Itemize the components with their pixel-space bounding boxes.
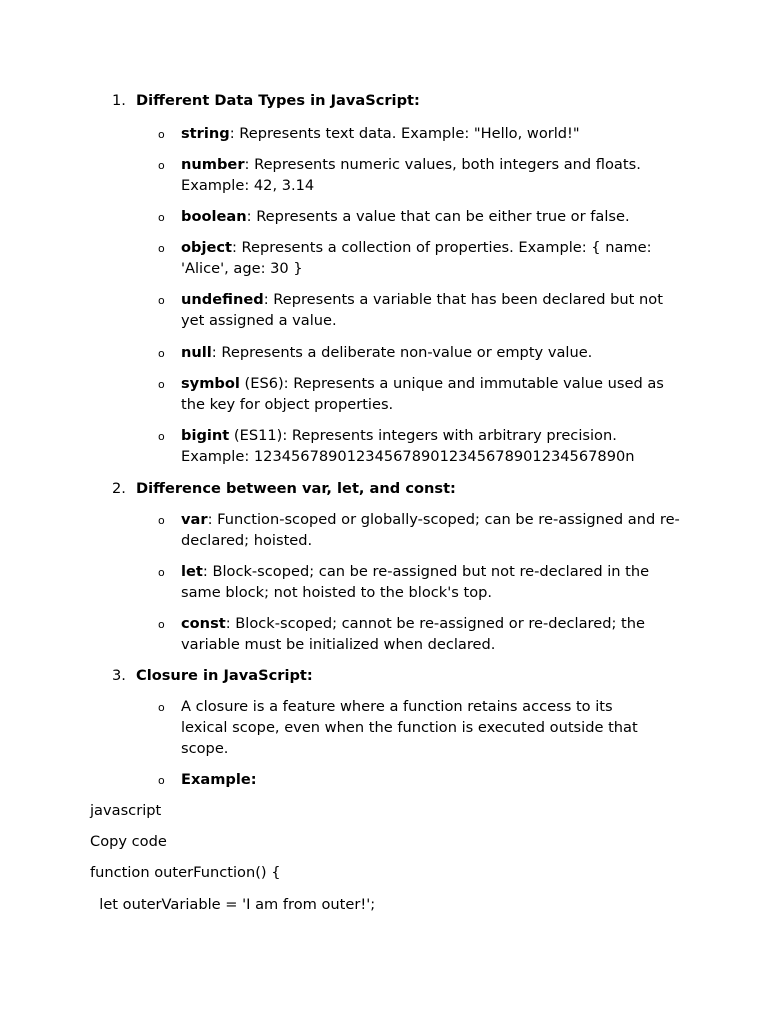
description: : Represents a deliberate non-value or empty value. xyxy=(211,344,593,361)
code-language-label: javascript xyxy=(90,802,162,819)
description: (ES6): Represents a unique and immutable value used as the key for object properties. xyxy=(181,375,664,413)
description: : Function-scoped or globally-scoped; can be re-assigned and re-declared; hoisted. xyxy=(181,511,680,549)
term: number xyxy=(181,156,245,173)
bullet-icon: o xyxy=(158,128,165,141)
term: boolean xyxy=(181,208,247,225)
bullet-icon: o xyxy=(158,242,165,255)
bullet-icon: o xyxy=(158,774,165,787)
list-item-text xyxy=(181,561,681,603)
list-item-text xyxy=(181,123,681,144)
term: let xyxy=(181,563,203,580)
term: null xyxy=(181,344,212,361)
list-item-text xyxy=(181,696,661,759)
bullet-icon: o xyxy=(158,566,165,579)
description: : Represents numeric values, both integers and floats. Example: 42, 3.14 xyxy=(181,156,641,194)
term: bigint xyxy=(181,427,230,444)
section-number: 3. xyxy=(112,667,126,684)
bullet-icon: o xyxy=(158,347,165,360)
term: string xyxy=(181,125,230,142)
description: : Represents a variable that has been declared but not yet assigned a value. xyxy=(181,291,663,329)
list-item-text xyxy=(181,237,681,279)
description: : Represents text data. Example: "Hello, world!" xyxy=(229,125,580,142)
bullet-icon: o xyxy=(158,211,165,224)
section-title: Difference between var, let, and const: xyxy=(136,480,456,497)
copy-code-button[interactable]: Copy code xyxy=(90,833,167,850)
section-number: 1. xyxy=(112,92,126,109)
code-line: function outerFunction() { xyxy=(90,864,281,881)
description: : Block-scoped; cannot be re-assigned or re-declared; the variable must be initialized when declared. xyxy=(181,615,645,653)
code-line: let outerVariable = 'I am from outer!'; xyxy=(90,896,376,913)
list-item-text xyxy=(181,769,681,790)
bullet-icon: o xyxy=(158,294,165,307)
description: (ES11): Represents integers with arbitrary precision. Example: 1234567890123456789012345678901234567890n xyxy=(181,427,635,465)
description: A closure is a feature where a function retains access to its lexical scope, even when the function is executed outside that scope. xyxy=(181,698,638,757)
section-number: 2. xyxy=(112,480,126,497)
term: var xyxy=(181,511,208,528)
bullet-icon: o xyxy=(158,378,165,391)
term: object xyxy=(181,239,232,256)
term: const xyxy=(181,615,226,632)
bullet-icon: o xyxy=(158,618,165,631)
term: undefined xyxy=(181,291,264,308)
description: : Represents a collection of properties. Example: { name: 'Alice', age: 30 } xyxy=(181,239,652,277)
term: Example: xyxy=(181,771,257,788)
list-item-text xyxy=(181,509,681,551)
list-item-text xyxy=(181,154,681,196)
term: symbol xyxy=(181,375,240,392)
section-title: Different Data Types in JavaScript: xyxy=(136,92,420,109)
list-item-text xyxy=(181,613,681,655)
bullet-icon: o xyxy=(158,514,165,527)
list-item-text xyxy=(181,373,681,415)
bullet-icon: o xyxy=(158,701,165,714)
bullet-icon: o xyxy=(158,430,165,443)
list-item-text xyxy=(181,425,661,467)
bullet-icon: o xyxy=(158,159,165,172)
section-title: Closure in JavaScript: xyxy=(136,667,313,684)
description: : Block-scoped; can be re-assigned but not re-declared in the same block; not hoisted to the block's top. xyxy=(181,563,650,601)
description: : Represents a value that can be either true or false. xyxy=(246,208,630,225)
list-item-text xyxy=(181,342,681,363)
list-item-text xyxy=(181,289,681,331)
list-item-text xyxy=(181,206,681,227)
